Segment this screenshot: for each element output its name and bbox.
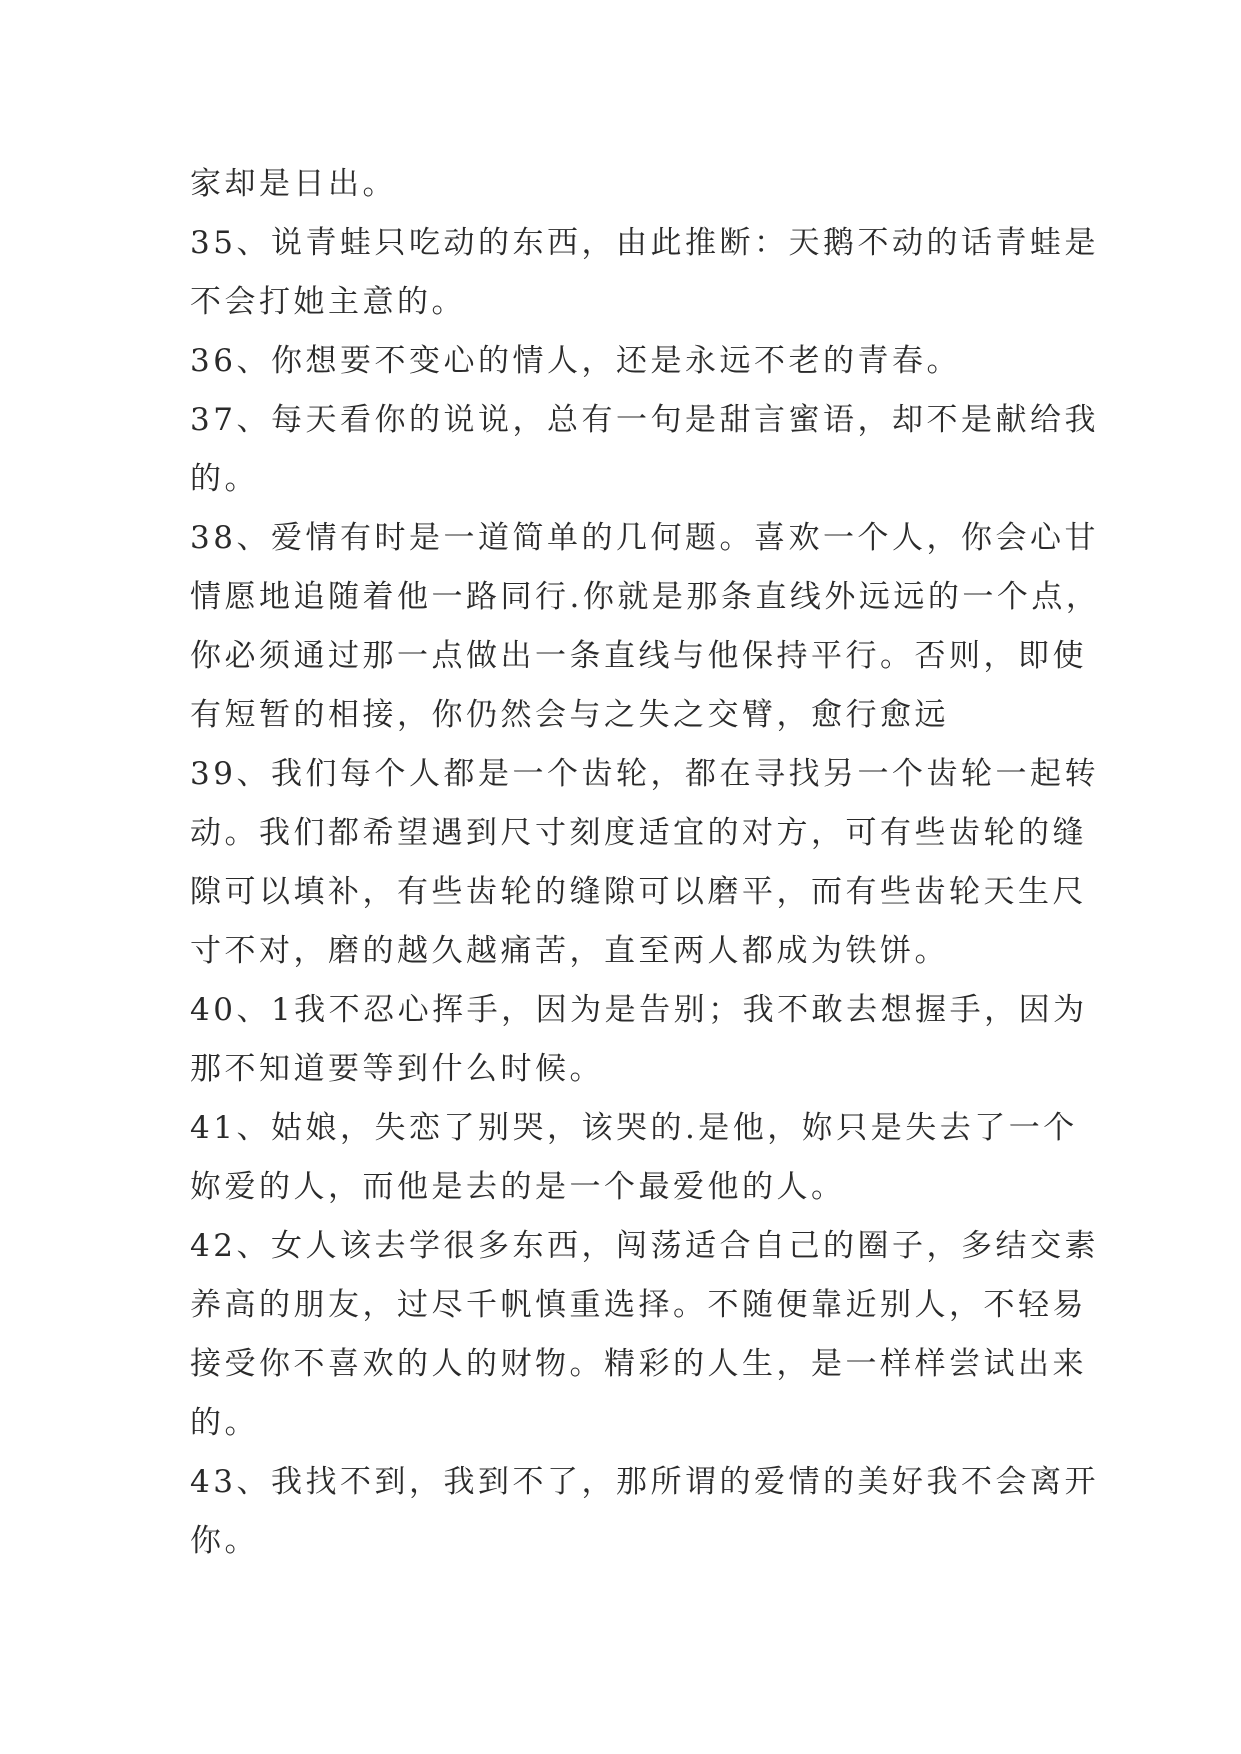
text-line: 你。 xyxy=(190,1523,259,1559)
text-line: 37、每天看你的说说，总有一句是甜言蜜语，却不是献给我 xyxy=(190,402,1099,438)
text-line: 寸不对，磨的越久越痛苦，直至两人都成为铁饼。 xyxy=(190,933,949,969)
text-line: 有短暂的相接，你仍然会与之失之交臂，愈行愈远 xyxy=(190,697,949,733)
text-line: 的。 xyxy=(190,1405,259,1441)
text-line: 41、姑娘，失恋了别哭，该哭的.是他，妳只是失去了一个 xyxy=(190,1110,1078,1146)
text-line: 接受你不喜欢的人的财物。精彩的人生，是一样样尝试出来 xyxy=(190,1346,1087,1382)
text-line: 你必须通过那一点做出一条直线与他保持平行。否则，即使 xyxy=(190,638,1087,674)
text-line: 35、说青蛙只吃动的东西，由此推断：天鹅不动的话青蛙是 xyxy=(190,225,1099,261)
text-line: 养高的朋友，过尽千帆慎重选择。不随便靠近别人，不轻易 xyxy=(190,1287,1087,1323)
text-line: 39、我们每个人都是一个齿轮，都在寻找另一个齿轮一起转 xyxy=(190,756,1099,792)
text-line: 妳爱的人，而他是去的是一个最爱他的人。 xyxy=(190,1169,846,1205)
text-line: 不会打她主意的。 xyxy=(190,284,466,320)
text-line: 家却是日出。 xyxy=(190,166,397,202)
text-line: 动。我们都希望遇到尺寸刻度适宜的对方，可有些齿轮的缝 xyxy=(190,815,1087,851)
text-line: 40、1我不忍心挥手，因为是告别；我不敢去想握手，因为 xyxy=(190,992,1088,1028)
text-line: 42、女人该去学很多东西，闯荡适合自己的圈子，多结交素 xyxy=(190,1228,1099,1264)
text-line: 隙可以填补，有些齿轮的缝隙可以磨平，而有些齿轮天生尺 xyxy=(190,874,1087,910)
text-line: 43、我找不到，我到不了，那所谓的爱情的美好我不会离开 xyxy=(190,1464,1099,1500)
text-line: 情愿地追随着他一路同行.你就是那条直线外远远的一个点， xyxy=(190,579,1101,615)
text-line: 38、爱情有时是一道简单的几何题。喜欢一个人，你会心甘 xyxy=(190,520,1099,556)
text-line: 36、你想要不变心的情人，还是永远不老的青春。 xyxy=(190,343,961,379)
text-line: 的。 xyxy=(190,461,259,497)
document-body xyxy=(190,155,1101,1571)
text-line: 那不知道要等到什么时候。 xyxy=(190,1051,604,1087)
